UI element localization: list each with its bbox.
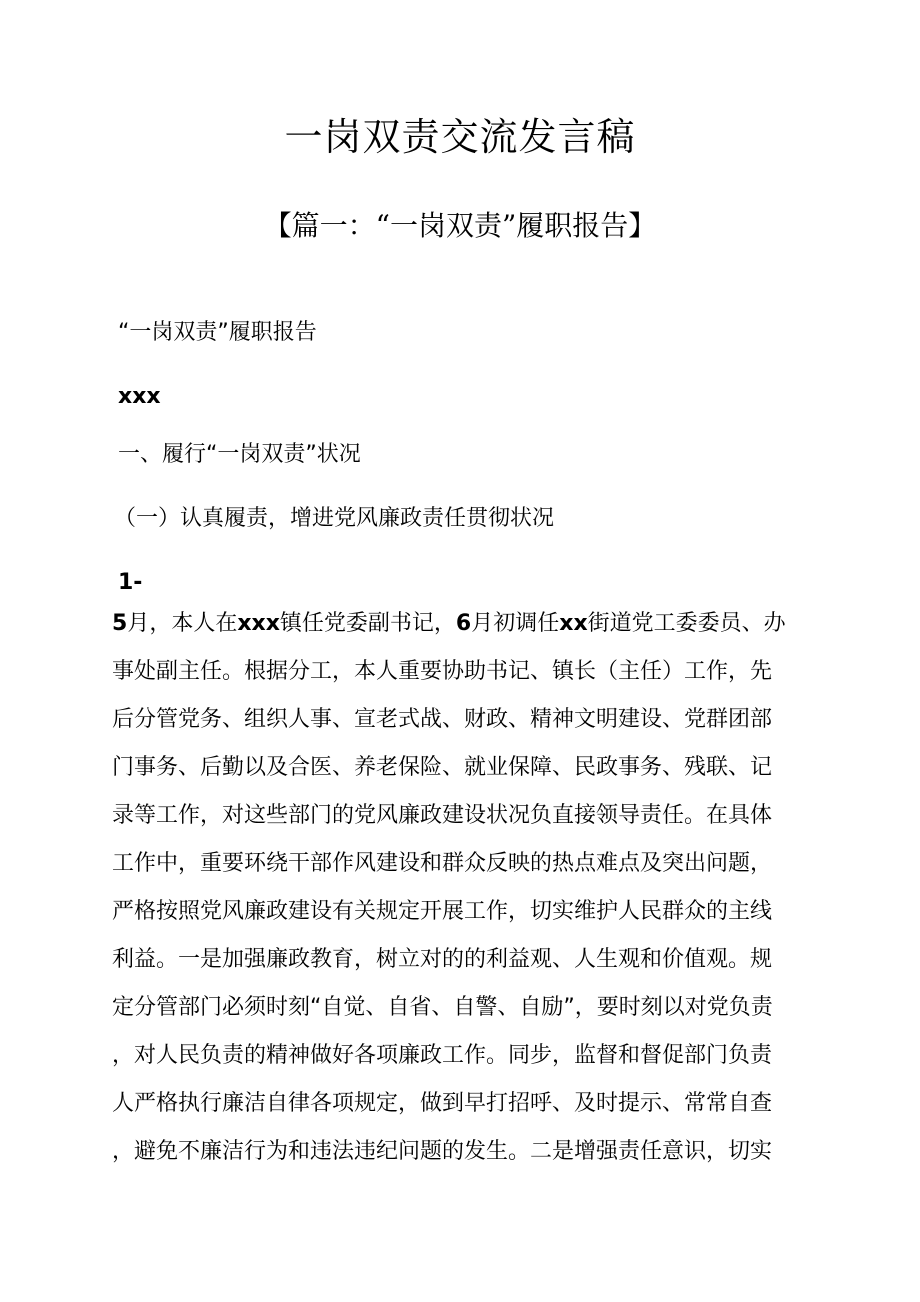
inline-text: 镇任党委副书记，	[279, 611, 456, 636]
paragraph-line: 事处副主任。根据分工，本人重要协助书记、镇长（主任）工作，先	[112, 659, 773, 684]
document-title: 一岗双责交流发言稿	[284, 115, 636, 159]
paragraph-line: 利益。一是加强廉政教育，树立对的的利益观、人生观和价值观。规	[112, 947, 773, 972]
paragraph-line	[112, 604, 812, 652]
inline-placeholder: xx	[559, 611, 588, 636]
paragraph-line: 工作中，重要环绕干部作风建设和群众反映的热点难点及突出问题，	[112, 851, 773, 876]
paragraph-line: ，避免不廉洁行为和违法违纪问题的发生。二是增强责任意识，切实	[112, 1139, 773, 1164]
report-title: “一岗双责”履职报告	[118, 320, 317, 345]
inline-placeholder: xxx	[237, 611, 280, 636]
inline-text: 街道党工委委员、办	[587, 611, 786, 636]
body-paragraph	[112, 604, 812, 1180]
paragraph-line: 人严格执行廉洁自律各项规定，做到早打招呼、及时提示、常常自查	[112, 1091, 773, 1116]
document-subtitle: 【篇一：“一岗双责”履职报告】	[263, 209, 657, 242]
paragraph-line: 录等工作，对这些部门的党风廉政建设状况负直接领导责任。在具体	[112, 803, 773, 828]
paragraph-line: ，对人民负责的精神做好各项廉政工作。同步，监督和督促部门负责	[112, 1043, 773, 1068]
inline-text: 月初调任	[471, 611, 560, 636]
paragraph-line: 门事务、后勤以及合医、养老保险、就业保障、民政事务、残联、记	[112, 755, 773, 780]
paragraph-line: 严格按照党风廉政建设有关规定开展工作，切实维护人民群众的主线	[112, 899, 773, 924]
paragraph-line: 定分管部门必须时刻“自觉、自省、自警、自励”，要时刻以对党负责	[112, 995, 773, 1020]
item-number: 1-	[118, 570, 143, 595]
subsection-heading: （一）认真履责，增进党风廉政责任贯彻状况	[114, 506, 555, 531]
inline-text: 月，本人在	[127, 611, 238, 636]
paragraph-line: 后分管党务、组织人事、宣老式战、财政、精神文明建设、党群团部	[112, 707, 773, 732]
inline-number: 5	[112, 611, 128, 636]
inline-number: 6	[455, 611, 472, 636]
section-heading: 一、履行“一岗双责”状况	[118, 442, 361, 467]
author-name: xxx	[118, 384, 161, 409]
